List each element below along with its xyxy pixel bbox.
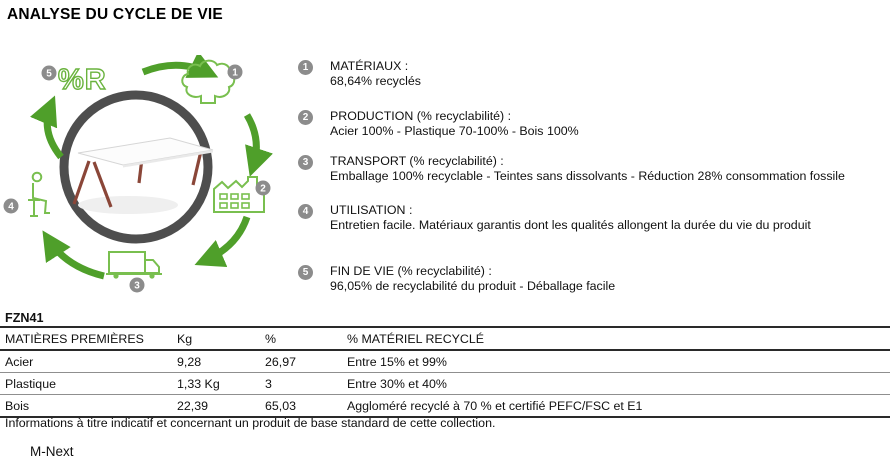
item-title: TRANSPORT (% recyclabilité) : xyxy=(330,154,504,168)
lifecycle-item xyxy=(298,154,886,183)
table-cell: 65,03 xyxy=(265,395,347,418)
table-cell: Bois xyxy=(0,395,177,418)
step-badge xyxy=(256,181,271,196)
table-cell: Entre 30% et 40% xyxy=(347,373,890,395)
step-badge: 4 xyxy=(298,204,313,219)
arrow-bottom-left xyxy=(48,239,104,276)
table-cell: 9,28 xyxy=(177,350,265,373)
svg-text:2: 2 xyxy=(260,183,266,195)
table-cell: 1,33 Kg xyxy=(177,373,265,395)
item-body: Entretien facile. Matériaux garantis dont les qualités allongent la durée du vie du produit xyxy=(330,217,811,232)
recycling-rate-icon: %R xyxy=(58,64,107,96)
item-title: UTILISATION : xyxy=(330,203,413,217)
step-badge xyxy=(130,278,145,293)
item-title: PRODUCTION (% recyclabilité) : xyxy=(330,109,512,123)
item-title: MATÉRIAUX : xyxy=(330,59,409,73)
step-badge xyxy=(4,199,19,214)
table-row xyxy=(0,350,890,373)
item-body: Acier 100% - Plastique 70-100% - Bois 100% xyxy=(330,123,579,138)
item-body: Emballage 100% recyclable - Teintes sans dissolvants - Réduction 28% consommation fossile xyxy=(330,168,845,183)
svg-text:5: 5 xyxy=(46,68,52,80)
table-cell: Aggloméré recyclé à 70 % et certifié PEFC/FSC et E1 xyxy=(347,395,890,418)
product-code: FZN41 xyxy=(5,311,44,325)
item-body: 68,64% recyclés xyxy=(330,73,421,88)
lifecycle-item xyxy=(298,203,890,232)
svg-text:4: 4 xyxy=(8,201,14,213)
table-header-cell: MATIÈRES PREMIÈRES xyxy=(0,327,177,350)
step-badge xyxy=(228,65,243,80)
brand-label: M-Next xyxy=(30,444,74,459)
factory-icon xyxy=(214,177,264,212)
step-badge xyxy=(42,66,57,81)
step-badge: 5 xyxy=(298,265,313,280)
item-title: FIN DE VIE (% recyclabilité) : xyxy=(330,264,492,278)
arrow-right-lower xyxy=(204,217,247,261)
step-badge: 1 xyxy=(298,60,313,75)
svg-text:3: 3 xyxy=(134,280,140,292)
page-title: ANALYSE DU CYCLE DE VIE xyxy=(7,6,223,23)
truck-icon xyxy=(106,252,162,279)
table-header-row xyxy=(0,327,890,350)
arrow-right-upper xyxy=(247,115,256,167)
materials-table xyxy=(0,326,890,418)
lifecycle-item xyxy=(298,59,890,88)
table-header-cell: % MATÉRIEL RECYCLÉ xyxy=(347,327,890,350)
step-badge: 2 xyxy=(298,110,313,125)
tree-icon xyxy=(182,61,234,103)
svg-text:1: 1 xyxy=(232,67,238,79)
table-row xyxy=(0,373,890,395)
lifecycle-diagram xyxy=(0,55,292,317)
table-header-cell: % xyxy=(265,327,347,350)
table-cell: Entre 15% et 99% xyxy=(347,350,890,373)
table-cell: 26,97 xyxy=(265,350,347,373)
lifecycle-item xyxy=(298,109,890,138)
table-cell: Plastique xyxy=(0,373,177,395)
item-body: 96,05% de recyclabilité du produit - Déballage facile xyxy=(330,278,616,293)
table-cell: Acier xyxy=(0,350,177,373)
table-cell: 22,39 xyxy=(177,395,265,418)
lifecycle-item xyxy=(298,264,890,293)
table-cell: 3 xyxy=(265,373,347,395)
footer-note: Informations à titre indicatif et concernant un produit de base standard de cette collection. xyxy=(5,416,496,430)
arrow-left-upper xyxy=(47,105,61,157)
table-header-cell: Kg xyxy=(177,327,265,350)
step-badge: 3 xyxy=(298,155,313,170)
table-row xyxy=(0,395,890,418)
seated-person-icon xyxy=(28,173,50,216)
